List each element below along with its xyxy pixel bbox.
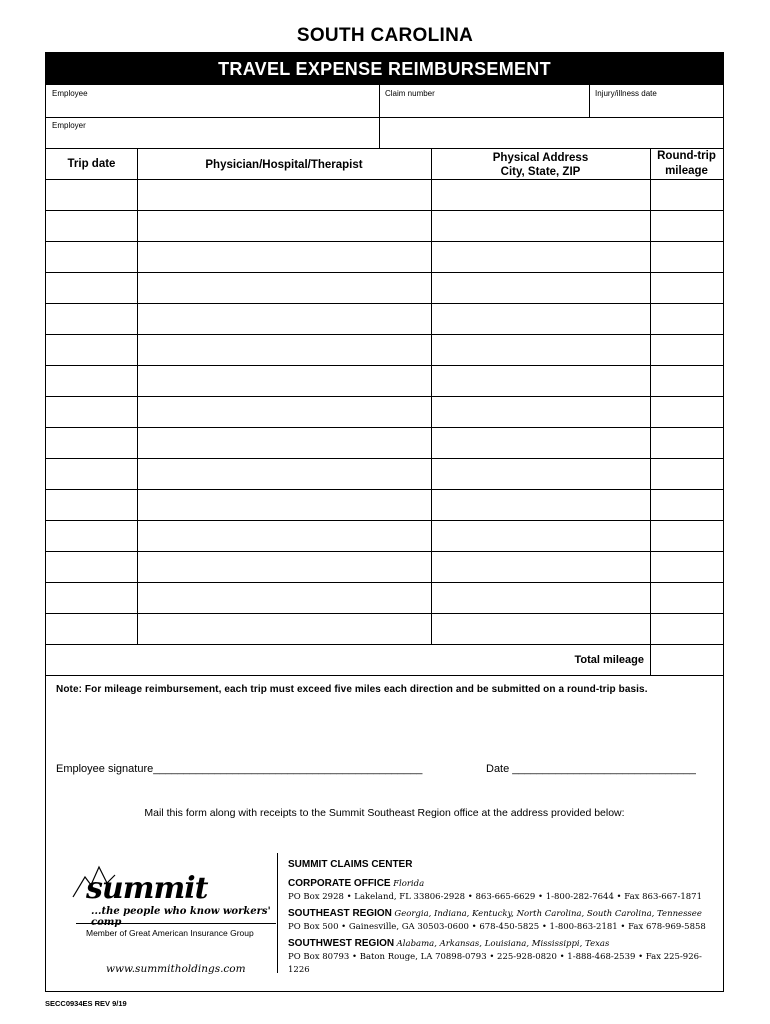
address-cell[interactable] xyxy=(432,273,650,303)
trip-date-cell[interactable] xyxy=(47,459,137,489)
injury-date-label: Injury/illness date xyxy=(595,89,657,98)
address-cell[interactable] xyxy=(432,552,650,582)
address-cell[interactable] xyxy=(432,459,650,489)
southeast-title: SOUTHEAST REGION xyxy=(288,908,392,919)
employee-field[interactable] xyxy=(46,85,379,117)
col-trip-date: Trip date xyxy=(67,158,116,170)
employee-label: Employee xyxy=(52,89,88,98)
address-cell[interactable] xyxy=(432,211,650,241)
southwest-address: PO Box 80793 • Baton Rouge, LA 70898-0793 • 225-928-0820 • 1-888-468-2539 • Fax 225-926-1226 xyxy=(288,952,702,975)
mileage-cell[interactable] xyxy=(651,552,723,582)
footer-code: SECC0934ES REV 9/19 xyxy=(45,999,127,1008)
injury-date-field[interactable] xyxy=(589,85,723,117)
table-bottom-rule xyxy=(46,675,723,676)
address-cell[interactable] xyxy=(432,521,650,551)
physician-cell[interactable] xyxy=(138,428,431,458)
employer-extra-field[interactable] xyxy=(379,117,723,148)
col-physician: Physician/Hospital/Therapist xyxy=(205,159,363,171)
form-frame xyxy=(45,52,724,992)
southeast-region: Georgia, Indiana, Kentucky, North Carolina, South Carolina, Tennessee xyxy=(394,909,702,919)
address-cell[interactable] xyxy=(432,583,650,613)
physician-cell[interactable] xyxy=(138,521,431,551)
mileage-cell[interactable] xyxy=(651,521,723,551)
trip-date-cell[interactable] xyxy=(47,552,137,582)
total-mileage-label: Total mileage xyxy=(574,654,644,666)
divider xyxy=(46,117,723,118)
mileage-cell[interactable] xyxy=(651,335,723,365)
physician-cell[interactable] xyxy=(138,211,431,241)
address-divider xyxy=(277,853,278,973)
mileage-cell[interactable] xyxy=(651,459,723,489)
physician-cell[interactable] xyxy=(138,583,431,613)
mileage-cell[interactable] xyxy=(651,242,723,272)
physician-cell[interactable] xyxy=(138,180,431,210)
address-cell[interactable] xyxy=(432,397,650,427)
physician-cell[interactable] xyxy=(138,366,431,396)
state-title: SOUTH CAROLINA xyxy=(296,25,474,46)
claims-center-title: SUMMIT CLAIMS CENTER xyxy=(288,859,413,870)
date-field[interactable]: Date ______________________________ xyxy=(486,763,696,775)
corporate-region: Florida xyxy=(393,879,425,889)
southwest-title: SOUTHWEST REGION xyxy=(288,938,395,949)
trip-date-cell[interactable] xyxy=(47,242,137,272)
address-cell[interactable] xyxy=(432,335,650,365)
address-cell[interactable] xyxy=(432,304,650,334)
col-address-line2: City, State, ZIP xyxy=(500,166,581,178)
southeast-address: PO Box 500 • Gainesville, GA 30503-0600 • 678-450-5825 • 1-800-863-2181 • Fax 678-969-5858 xyxy=(288,922,706,932)
physician-cell[interactable] xyxy=(138,335,431,365)
employer-label: Employer xyxy=(52,121,86,130)
address-cell[interactable] xyxy=(432,490,650,520)
address-cell[interactable] xyxy=(432,242,650,272)
logo-tagline: ...the people who know workers' xyxy=(91,906,271,917)
address-cell[interactable] xyxy=(432,428,650,458)
trip-date-cell[interactable] xyxy=(47,397,137,427)
trip-date-cell[interactable] xyxy=(47,428,137,458)
mileage-cell[interactable] xyxy=(651,304,723,334)
mileage-cell[interactable] xyxy=(651,273,723,303)
trip-date-cell[interactable] xyxy=(47,366,137,396)
physician-cell[interactable] xyxy=(138,552,431,582)
mileage-cell[interactable] xyxy=(651,490,723,520)
claim-number-label: Claim number xyxy=(385,89,435,98)
logo-wordmark: summit xyxy=(86,871,208,906)
mileage-cell[interactable] xyxy=(651,211,723,241)
divider xyxy=(589,85,590,117)
trip-date-cell[interactable] xyxy=(47,273,137,303)
website-link[interactable]: www.summitholdings.com xyxy=(106,963,246,975)
address-cell[interactable] xyxy=(432,180,650,210)
trip-date-cell[interactable] xyxy=(47,614,137,644)
physician-cell[interactable] xyxy=(138,490,431,520)
trip-date-cell[interactable] xyxy=(47,211,137,241)
col-mileage-line1: Round-trip xyxy=(657,150,716,162)
mail-instruction: Mail this form along with receipts to the Summit Southeast Region office at the address provided below: xyxy=(144,807,625,819)
mileage-cell[interactable] xyxy=(651,428,723,458)
southwest-region: Alabama, Arkansas, Louisiana, Mississippi, Texas xyxy=(396,939,610,949)
form-title: TRAVEL EXPENSE REIMBURSEMENT xyxy=(46,53,723,85)
employer-field[interactable] xyxy=(46,117,379,148)
physician-cell[interactable] xyxy=(138,614,431,644)
mileage-cell[interactable] xyxy=(651,614,723,644)
physician-cell[interactable] xyxy=(138,397,431,427)
col-mileage-line2: mileage xyxy=(665,165,708,177)
col-address-line1: Physical Address xyxy=(492,152,589,164)
address-block xyxy=(288,858,723,977)
divider xyxy=(46,148,723,149)
mileage-cell[interactable] xyxy=(651,397,723,427)
trip-date-cell[interactable] xyxy=(47,490,137,520)
employee-signature-field[interactable]: Employee signature____________________________________________ xyxy=(56,763,423,775)
mileage-cell[interactable] xyxy=(651,366,723,396)
claim-number-field[interactable] xyxy=(379,85,589,117)
mileage-cell[interactable] xyxy=(651,583,723,613)
address-cell[interactable] xyxy=(432,614,650,644)
summit-logo xyxy=(66,853,281,978)
trip-date-cell[interactable] xyxy=(47,521,137,551)
physician-cell[interactable] xyxy=(138,304,431,334)
address-cell[interactable] xyxy=(432,366,650,396)
physician-cell[interactable] xyxy=(138,459,431,489)
trip-date-cell[interactable] xyxy=(47,304,137,334)
mileage-cell[interactable] xyxy=(651,180,723,210)
total-mileage-cell[interactable] xyxy=(651,645,723,675)
grid-line xyxy=(46,644,723,645)
mileage-note: Note: For mileage reimbursement, each trip must exceed five miles each direction and be submitted on a round-trip basis. xyxy=(56,684,648,695)
physician-cell[interactable] xyxy=(138,242,431,272)
logo-rule xyxy=(76,923,276,924)
corporate-title: CORPORATE OFFICE xyxy=(288,878,391,889)
corporate-address: PO Box 2928 • Lakeland, FL 33806-2928 • 863-665-6629 • 1-800-282-7644 • Fax 863-667-1871 xyxy=(288,892,702,902)
trip-date-cell[interactable] xyxy=(47,335,137,365)
trip-date-cell[interactable] xyxy=(47,180,137,210)
trip-date-cell[interactable] xyxy=(47,583,137,613)
logo-member: Member of Great American Insurance Group xyxy=(86,928,254,938)
physician-cell[interactable] xyxy=(138,273,431,303)
